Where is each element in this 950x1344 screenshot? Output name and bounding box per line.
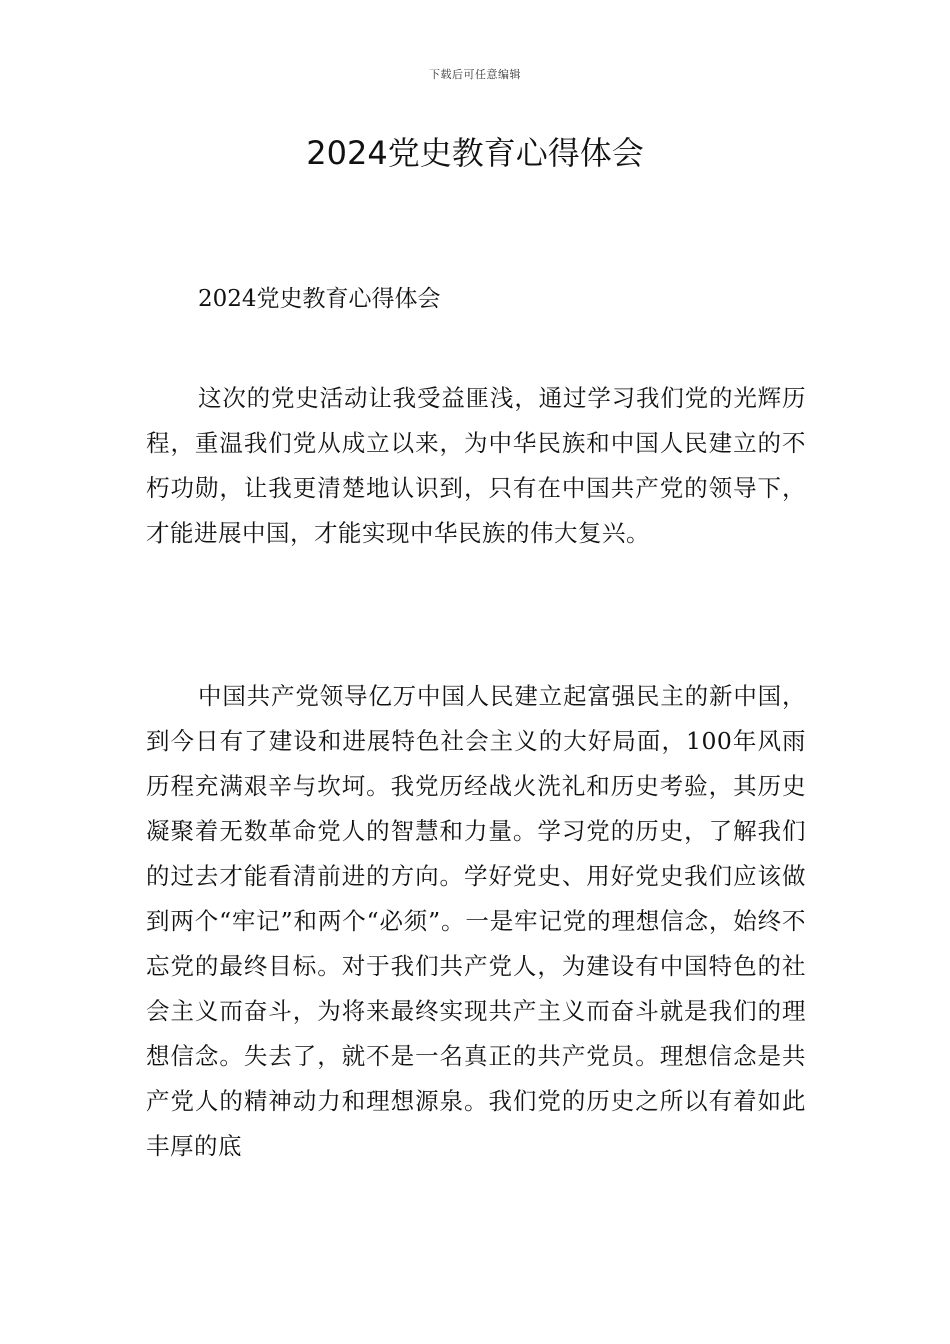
document-title: 2024党史教育心得体会 [306,134,644,172]
header-note: 下载后可任意编辑 [429,68,521,81]
paragraph: 中国共产党领导亿万中国人民建立起富强民主的新中国，到今日有了建设和进展特色社会主义的大好局面，100年风雨历程充满艰辛与坎坷。我党历经战火洗礼和历史考验，其历史凝聚着无数革命党人的智慧和力量。学习党的历史，了解我们的过去才能看清前进的方向。学好党史、用好党史我们应该做到两个“牢记”和两个“必须”。一是牢记党的理想信念，始终不忘党的最终目标。对于我们共产党人，为建设有中国特色的社会主义而奋斗，为将来最终实现共产主义而奋斗就是我们的理想信念。失去了，就不是一名真正的共产党员。理想信念是共产党人的精神动力和理想源泉。我们党的历史之所以有着如此丰厚的底 [146,682,806,1160]
paragraph: 这次的党史活动让我受益匪浅，通过学习我们党的光辉历程，重温我们党从成立以来，为中华民族和中国人民建立的不朽功勋，让我更清楚地认识到，只有在中国共产党的领导下，才能进展中国，才能实现中华民族的伟大复兴。 [146,384,806,547]
document-subtitle: 2024党史教育心得体会 [198,286,441,312]
